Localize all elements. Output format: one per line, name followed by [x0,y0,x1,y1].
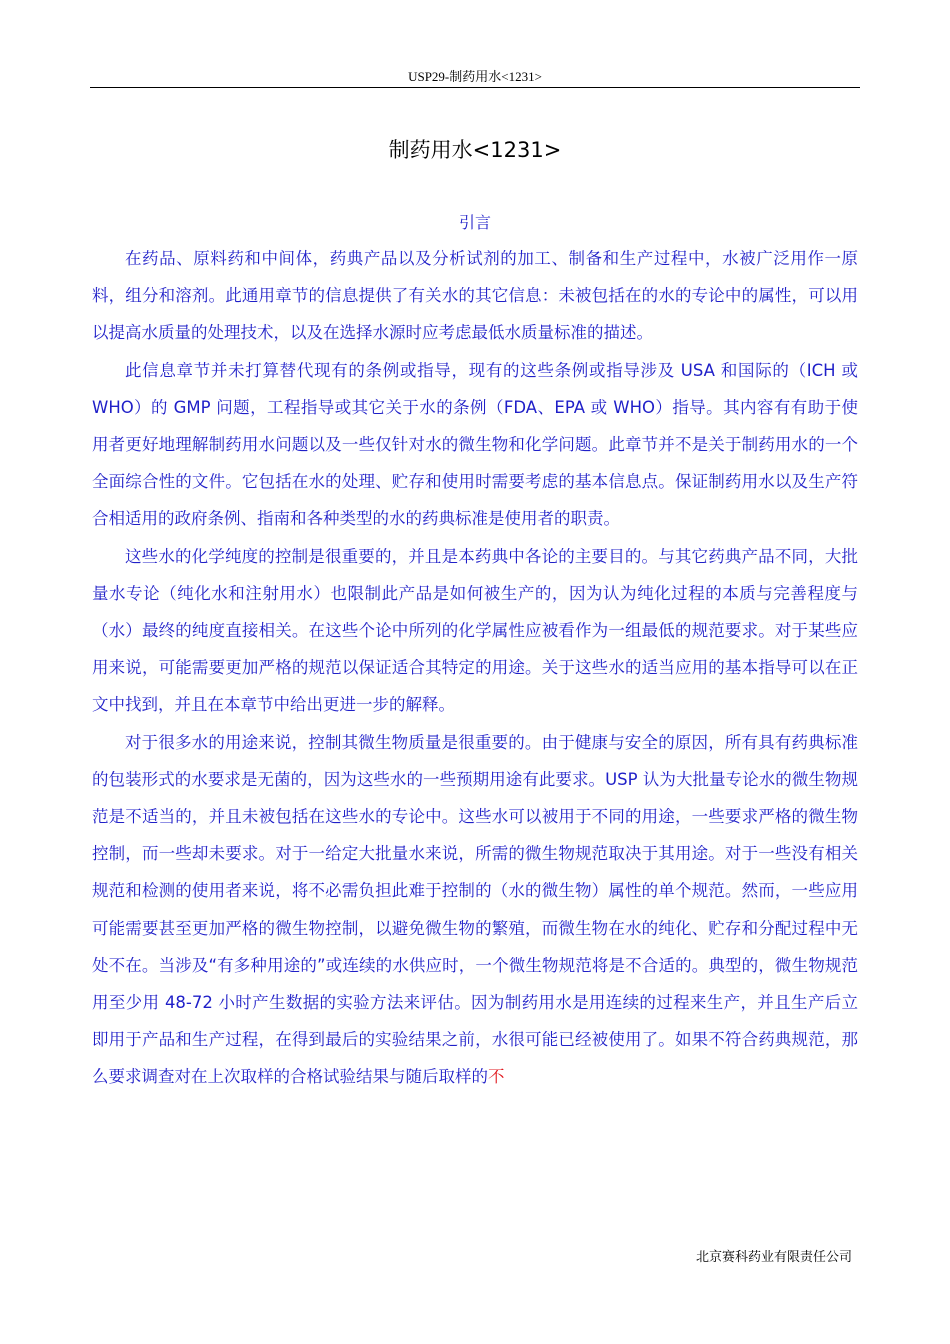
paragraph-4 [92,724,858,1096]
paragraph-3: 这些水的化学纯度的控制是很重要的，并且是本药典中各论的主要目的。与其它药典产品不同，大批量水专论（纯化水和注射用水）也限制此产品是如何被生产的，因为认为纯化过程的本质与完善程度与（水）最终的纯度直接相关。在这些个论中所列的化学属性应被看作为一组最低的规范要求。对于某些应用来说，可能需要更加严格的规范以保证适合其特定的用途。关于这些水的适当应用的基本指导可以在正文中找到，并且在本章节中给出更进一步的解释。 [92,546,858,715]
paragraph-4-text: 对于很多水的用途来说，控制其微生物质量是很重要的。由于健康与安全的原因，所有具有药典标准的包装形式的水要求是无菌的，因为这些水的一些预期用途有此要求。USP 认为大批量专论水的微生物规范是不适当的，并且未被包括在这些水的专论中。这些水可以被用于不同的用途，一些要求严格的微生物控制，而一些却未要求。对于一给定大批量水来说，所需的微生物规范取决于其用途。对于一些没有相关规范和检测的使用者来说，将不必需负担此难于控制的（水的微生物）属性的单个规范。然而，一些应用可能需要甚至更加严格的微生物控制，以避免微生物的繁殖，而微生物在水的纯化、贮存和分配过程中无处不在。当涉及“有多种用途的”或连续的水供应时，一个微生物规范将是不合适的。典型的，微生物规范用至少用 48-72 小时产生数据的实验方法来评估。因为制药用水是用连续的过程来生产，并且生产后立即用于产品和生产过程，在得到最后的实验结果之前，水很可能已经被使用了。如果不符合药典规范，那么要求调查对在上次取样的合格试验结果与随后取样的 [92,732,858,1087]
page-header: USP29-制药用水<1231> [408,69,542,84]
header-divider [90,87,860,88]
paragraph-1: 在药品、原料药和中间体，药典产品以及分析试剂的加工、制备和生产过程中，水被广泛用作一原料，组分和溶剂。此通用章节的信息提供了有关水的其它信息：未被包括在的水的专论中的属性，可以用以提高水质量的处理技术，以及在选择水源时应考虑最低水质量标准的描述。 [92,249,858,343]
continued-text-highlight: 不 [488,1067,505,1087]
body-text [92,240,858,1096]
section-heading: 引言 [458,213,491,232]
footer-company-name: 北京赛科药业有限责任公司 [695,1249,852,1264]
paragraph-2: 此信息章节并未打算替代现有的条例或指导，现有的这些条例或指导涉及 USA 和国际的（ICH 或 WHO）的 GMP 问题，工程指导或其它关于水的条例（FDA、EPA 或 WHO）指导。其内容有有助于使用者更好地理解制药用水问题以及一些仅针对水的微生物和化学问题。此章节并不是关于制药用水的一个全面综合性的文件。它包括在水的处理、贮存和使用时需要考虑的基本信息点。保证制药用水以及生产符合相适用的政府条例、指南和各种类型的水的药典标准是使用者的职责。 [92,360,858,529]
document-title: 制药用水<1231> [388,138,562,162]
